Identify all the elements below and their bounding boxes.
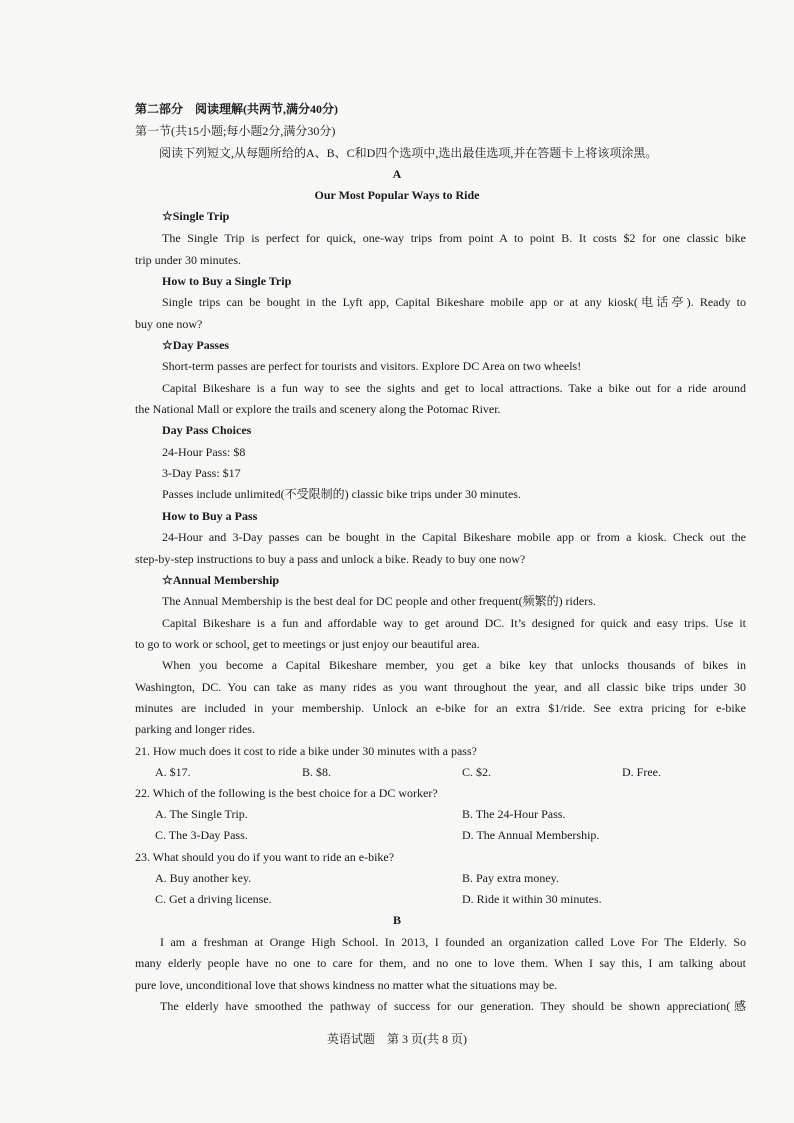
single-trip-heading: ☆Single Trip <box>162 209 230 223</box>
question-22-option-b[interactable]: B. The 24-Hour Pass. <box>462 807 566 821</box>
annual-membership-heading: ☆Annual Membership <box>162 573 280 587</box>
question-21-option-a[interactable]: A. $17. <box>155 765 191 779</box>
question-22-option-c[interactable]: C. The 3-Day Pass. <box>155 828 248 842</box>
instruction: 阅读下列短文,从每题所给的A、B、C和D四个选项中,选出最佳选项,并在答题卡上将该项涂黑。 <box>159 146 658 160</box>
day-pass-choices-heading: Day Pass Choices <box>162 423 252 437</box>
part-title: 第二部分 阅读理解(共两节,满分40分) <box>135 102 338 116</box>
how-buy-pass-line1: 24-Hour and 3-Day passes can be bought in the Capital Bikeshare mobile app or from a kiosk. Check out the <box>162 530 746 544</box>
question-23-stem: 23. What should you do if you want to ride an e-bike? <box>135 850 395 864</box>
how-buy-single-heading: How to Buy a Single Trip <box>162 274 292 288</box>
day-passes-para2-line1: Capital Bikeshare is a fun way to see the sights and get to local attractions. Take a bike out for a ride around <box>162 381 746 395</box>
passage-a-letter: A <box>392 167 402 181</box>
choice-24-hour: 24-Hour Pass: $8 <box>162 445 246 459</box>
annual-para1: The Annual Membership is the best deal for DC people and other frequent(频繁的) riders. <box>162 594 596 608</box>
annual-para2-line2: to go to work or school, get to meetings or just enjoy our beautiful area. <box>135 637 480 651</box>
annual-para2-line1: Capital Bikeshare is a fun and affordable way to get around DC. It’s designed for quick and easy trips. Use it <box>162 616 746 630</box>
question-21-stem: 21. How much does it cost to ride a bike under 30 minutes with a pass? <box>135 744 477 758</box>
choice-3-day: 3-Day Pass: $17 <box>162 466 241 480</box>
day-passes-para2-line2: the National Mall or explore the trails and scenery along the Potomac River. <box>135 402 501 416</box>
single-trip-text-line1: The Single Trip is perfect for quick, one-way trips from point A to point B. It costs $2 for one classic bike <box>162 231 746 245</box>
question-21-option-c[interactable]: C. $2. <box>462 765 492 779</box>
passage-b-letter: B <box>392 913 401 927</box>
passage-a-title: Our Most Popular Ways to Ride <box>314 188 480 202</box>
question-22-option-d[interactable]: D. The Annual Membership. <box>462 828 600 842</box>
annual-para3-line4: parking and longer rides. <box>135 722 255 736</box>
single-trip-text-line2: trip under 30 minutes. <box>135 253 241 267</box>
passes-include: Passes include unlimited(不受限制的) classic bike trips under 30 minutes. <box>162 487 521 501</box>
page-footer: 英语试题 第 3 页(共 8 页) <box>327 1032 467 1046</box>
passage-b-para1-line3: pure love, unconditional love that shows kindness no matter what the situations may be. <box>135 978 558 992</box>
question-23-option-d[interactable]: D. Ride it within 30 minutes. <box>462 892 602 906</box>
how-buy-pass-line2: step-by-step instructions to buy a pass and unlock a bike. Ready to buy one now? <box>135 552 526 566</box>
day-passes-para1: Short-term passes are perfect for tourists and visitors. Explore DC Area on two wheels! <box>162 359 582 373</box>
day-passes-heading: ☆Day Passes <box>162 338 230 352</box>
passage-b-para2-line1: The elderly have smoothed the pathway of success for our generation. They should be shown appreciation(感 <box>160 999 746 1013</box>
annual-para3-line2: Washington, DC. You can take as many rides as you want throughout the year, and all classic bike trips under 30 <box>135 680 746 694</box>
how-buy-single-line2: buy one now? <box>135 317 203 331</box>
question-22-stem: 22. Which of the following is the best choice for a DC worker? <box>135 786 438 800</box>
section-subtitle: 第一节(共15小题;每小题2分,满分30分) <box>135 124 336 138</box>
question-21-option-b[interactable]: B. $8. <box>302 765 332 779</box>
passage-b-para1-line1: I am a freshman at Orange High School. In 2013, I founded an organization called Love For The Elderly. So <box>160 935 746 949</box>
how-buy-pass-heading: How to Buy a Pass <box>162 509 258 523</box>
question-23-option-a[interactable]: A. Buy another key. <box>155 871 252 885</box>
question-22-option-a[interactable]: A. The Single Trip. <box>155 807 248 821</box>
question-23-option-c[interactable]: C. Get a driving license. <box>155 892 272 906</box>
question-21-option-d[interactable]: D. Free. <box>622 765 661 779</box>
passage-b-para1-line2: many elderly people have no one to care for them, and no one to love them. When I say this, I am talking about <box>135 956 746 970</box>
annual-para3-line1: When you become a Capital Bikeshare member, you get a bike key that unlocks thousands of bikes in <box>162 658 746 672</box>
annual-para3-line3: minutes are included in your membership. Unlock an e-bike for an extra $1/ride. See extra pricing for e-bike <box>135 701 746 715</box>
question-23-option-b[interactable]: B. Pay extra money. <box>462 871 559 885</box>
how-buy-single-line1: Single trips can be bought in the Lyft app, Capital Bikeshare mobile app or at any kiosk(电话亭). Ready to <box>162 295 746 309</box>
